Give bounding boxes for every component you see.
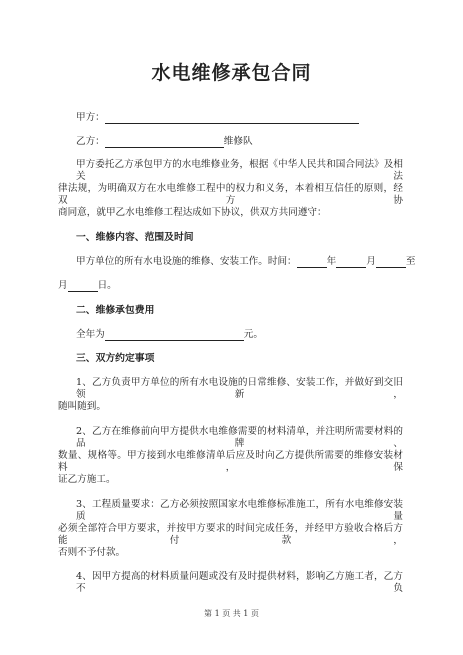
section-3-heading: 三、双方约定事项 [76, 353, 155, 364]
section-1-line-2 [58, 280, 403, 292]
start-month-blank[interactable] [336, 257, 366, 268]
annual-fee-unit: 元。 [243, 329, 263, 340]
annual-fee-blank[interactable] [105, 330, 244, 341]
clause-3-line-2: 必须全部符合甲方要求，并按甲方要求的时间完成任务，并经甲方验收合格后方能付款， [58, 523, 403, 546]
clause-3-line-1: 3、工程质量要求：乙方必须按照国家水电维修标准施工，所有水电维修安装质量 [76, 499, 403, 522]
section-2-heading: 二、维修承包费用 [76, 305, 155, 316]
party-b-suffix: 维修队 [223, 136, 253, 147]
party-a-line [76, 112, 403, 124]
month-label: 月 [366, 256, 376, 267]
end-day-blank[interactable] [68, 281, 98, 292]
party-b-blank[interactable] [105, 137, 224, 148]
day-label: 日。 [97, 280, 117, 291]
end-month-label: 月 [58, 280, 68, 291]
start-year-blank[interactable] [297, 257, 327, 268]
party-b-label: 乙方： [76, 136, 105, 147]
to-label: 至 [405, 256, 416, 267]
intro-line-3: 商同意，就甲乙水电维修工程达成如下协议，供双方共同遵守： [58, 207, 327, 218]
intro-line-1: 甲方委托乙方承包甲方的水电维修业务，根据《中华人民共和国合同法》及相关法 [76, 159, 403, 182]
document-title: 水电维修承包合同 [151, 62, 312, 84]
year-label: 年 [326, 256, 337, 267]
clause-2-line-2: 数量、规格等。甲方接到水电维修清单后应及时向乙方提供所需要的维修安装材料，保 [58, 450, 403, 473]
clause-2-line-3: 证乙方施工。 [58, 474, 116, 485]
clause-2-line-1: 2、乙方在维修前向甲方提供水电维修需要的材料清单，并注明所需要材料的品牌、 [76, 426, 403, 449]
clause-1-line-2: 随叫随到。 [58, 401, 106, 412]
start-day-blank[interactable] [376, 257, 406, 268]
annual-fee-label: 全年为 [76, 329, 105, 340]
clause-3-line-3: 否则不予付款。 [58, 547, 126, 558]
party-b-line [76, 136, 403, 148]
section-1-heading: 一、维修内容、范围及时间 [76, 232, 194, 243]
section-1-line-1 [76, 256, 416, 268]
section-2-line [76, 329, 403, 341]
clause-4-line-1: 4、因甲方提高的材料质量问题或没有及时提供材料，影响乙方施工者，乙方不负 [76, 571, 403, 594]
page-footer: 第 1 页 共 1 页 [204, 609, 259, 618]
party-a-blank[interactable] [105, 113, 359, 124]
section-1-text: 甲方单位的所有水电设施的维修、安装工作。时间： [76, 256, 297, 267]
party-a-label: 甲方： [76, 112, 105, 123]
intro-line-2: 律法规，为明确双方在水电维修工程中的权力和义务，本着相互信任的原则，经双方协 [58, 183, 403, 206]
clause-1-line-1: 1、乙方负责甲方单位的所有水电设施的日常维修、安装工作，并做好到交旧领新， [76, 377, 403, 400]
